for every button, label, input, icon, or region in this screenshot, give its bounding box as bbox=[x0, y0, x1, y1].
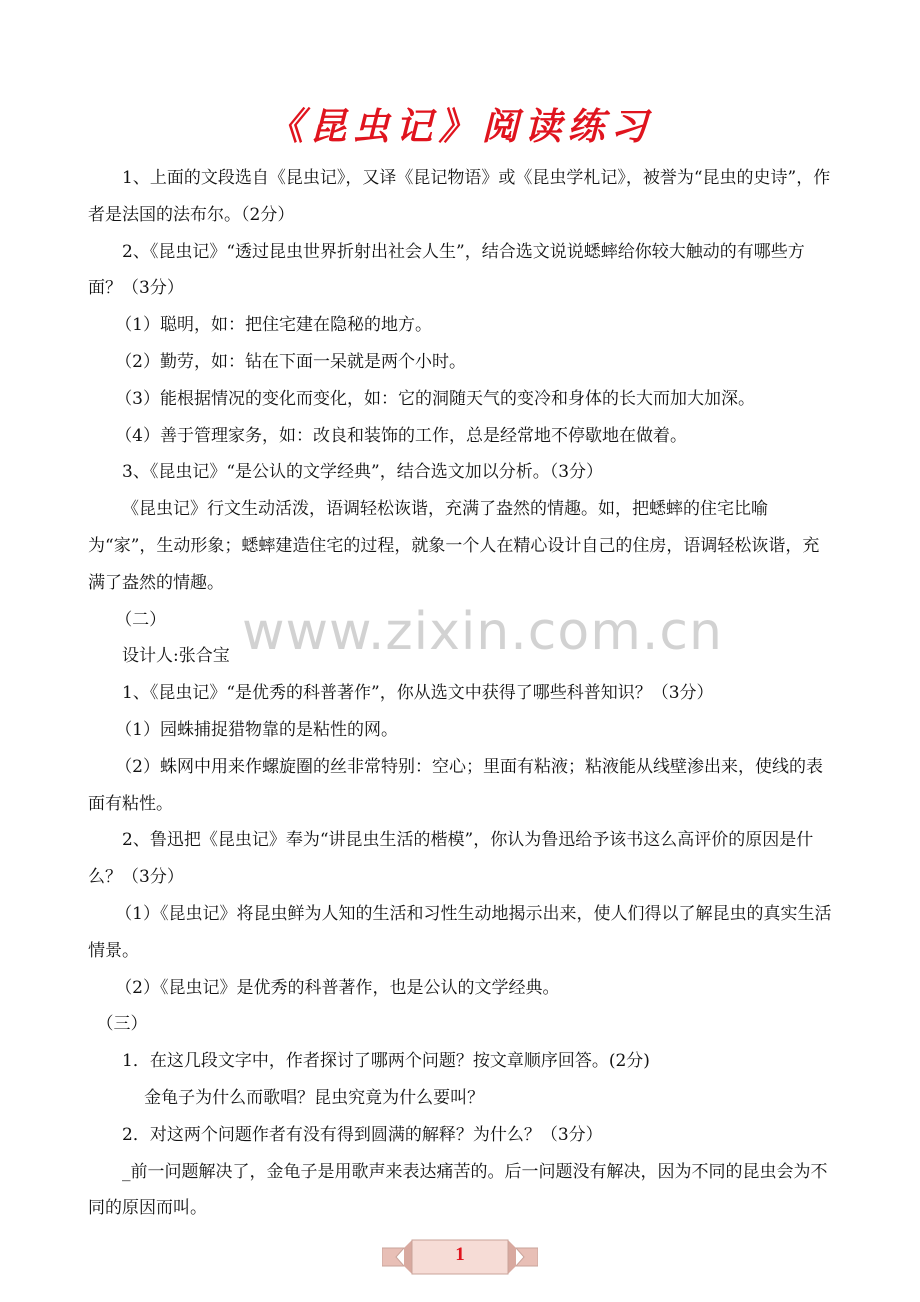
question-3: 3、《昆虫记》“是公认的文学经典”，结合选文加以分析。（3分） bbox=[122, 462, 604, 483]
answer-paragraph: 《昆虫记》行文生动活泼，语调轻松诙谐，充满了盎然的情趣。如，把蟋蟀的住宅比喻为“家”，生动形象；蟋蟀建造住宅的过程，就象一个人在精心设计自己的住房，语调轻松诙谐，充满了盎然的情趣。 bbox=[88, 499, 820, 593]
answer-line: 金龟子为什么而歌唱？昆虫究竟为什么要叫？ bbox=[144, 1087, 485, 1108]
answer-item: （1）聪明，如：把住宅建在隐秘的地方。 bbox=[115, 315, 433, 336]
answer-item: （2）蛛网中用来作螺旋圈的丝非常特别：空心；里面有粘液；粘液能从线壁渗出来，使线的表面有粘性。 bbox=[88, 756, 824, 814]
section-heading: （三） bbox=[96, 1014, 148, 1035]
answer-item: （2）勤劳，如：钻在下面一呆就是两个小时。 bbox=[115, 351, 467, 372]
question-2: 2．对这两个问题作者有没有得到圆满的解释？为什么？（3分） bbox=[122, 1124, 603, 1145]
answer-item: （1）园蛛捕捉猎物靠的是粘性的网。 bbox=[115, 719, 399, 740]
section-heading: （二） bbox=[115, 609, 167, 630]
question-1: 1、《昆虫记》“是优秀的科普著作”，你从选文中获得了哪些科普知识？（3分） bbox=[122, 683, 714, 704]
answer-item: （1）《昆虫记》将昆虫鲜为人知的生活和习性生动地揭示出来，使人们得以了解昆虫的真实生活情景。 bbox=[88, 903, 832, 961]
question-2: 2、鲁迅把《昆虫记》奉为“讲昆虫生活的楷模”，你认为鲁迅给予该书这么高评价的原因是什么？（3分） bbox=[88, 830, 814, 888]
question-1: 1．在这几段文字中，作者探讨了哪两个问题？按文章顺序回答。(2分) bbox=[122, 1051, 650, 1072]
page-number-badge bbox=[382, 1234, 538, 1282]
designer-line: 设计人:张合宝 bbox=[122, 646, 230, 667]
watermark: www.zixin.com.cn bbox=[242, 602, 723, 662]
page-title: 《昆虫记》阅读练习 bbox=[266, 105, 654, 148]
question-2: 2、《昆虫记》“透过昆虫世界折射出社会人生”，结合选文说说蟋蟀给你较大触动的有哪些方面？（3分） bbox=[88, 241, 805, 299]
answer-item: （3）能根据情况的变化而变化，如：它的洞随天气的变冷和身体的长大而加大加深。 bbox=[115, 388, 756, 409]
page-number: 1 bbox=[455, 1244, 465, 1265]
document-body bbox=[88, 160, 833, 1227]
answer-paragraph: _前一问题解决了，金龟子是用歌声来表达痛苦的。后一问题没有解决，因为不同的昆虫会为不同的原因而叫。 bbox=[88, 1161, 828, 1219]
question-1: 1、上面的文段选自《昆虫记》，又译《昆记物语》或《昆虫学札记》，被誉为“昆虫的史诗”，作者是法国的法布尔。（2分） bbox=[88, 168, 831, 225]
answer-item: （4）善于管理家务，如：改良和装饰的工作，总是经常地不停歇地在做着。 bbox=[115, 425, 688, 446]
answer-item: （2）《昆虫记》是优秀的科普著作，也是公认的文学经典。 bbox=[115, 977, 560, 998]
